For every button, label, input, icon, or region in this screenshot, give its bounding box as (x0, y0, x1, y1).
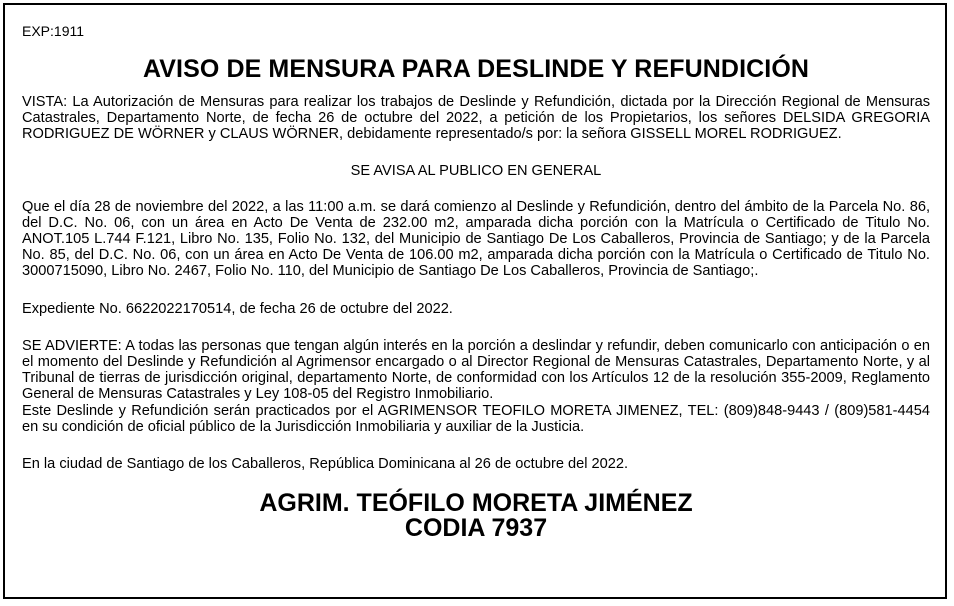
public-notice-heading: SE AVISA AL PUBLICO EN GENERAL (350, 162, 602, 179)
file-number: EXP:1911 (22, 23, 85, 39)
surveyor-paragraph: Este Deslinde y Refundición serán practicados por el AGRIMENSOR TEOFILO MORETA JIMENEZ, TEL: (809)848-9443 / (809)581-4454 en su condición de oficial público de la Jurisdicción Inmobiliaria y auxiliar de la Justicia. (22, 402, 930, 435)
vista-paragraph: VISTA: La Autorización de Mensuras para realizar los trabajos de Deslinde y Refundición, dictada por la Dirección Regional de Mensuras Catastrales, Departamento Norte, de fecha 26 de octubre del 2022, a petición de los Propietarios, los señores DELSIDA GREGORIA RODRIGUEZ DE WÖRNER y CLAUS WÖRNER, debidamente representado/s por: la señora GISSELL MOREL RODRIGUEZ. (22, 94, 930, 143)
city-date-paragraph: En la ciudad de Santiago de los Caballeros, República Dominicana al 26 de octubre del 2022. (22, 456, 629, 473)
notice-title: AVISO DE MENSURA PARA DESLINDE Y REFUNDICIÓN (142, 55, 810, 83)
legal-notice-box (3, 3, 947, 599)
codia-number: CODIA 7937 (404, 514, 548, 543)
survey-details-paragraph: Que el día 28 de noviembre del 2022, a las 11:00 a.m. se dará comienzo al Deslinde y Refundición, dentro del ámbito de la Parcela No. 86, del D.C. No. 06, con un área en Acto De Venta de 232.00 m2, amparada dicha porción con la Matrícula o Certificado de Titulo No. ANOT.105 L.744 F.121, Libro No. 135, Folio No. 132, del Municipio de Santiago De Los Caballeros, Provincia de Santiago; y de la Parcela No. 85, del D.C. No. 06, con un área en Acto De Venta de 106.00 m2, amparada dicha porción con la Matrícula o Certificado de Titulo No. 3000715090, Libro No. 2467, Folio No. 110, del Municipio de Santiago De Los Caballeros, Provincia de Santiago;. (22, 198, 930, 280)
file-record-paragraph: Expediente No. 6622022170514, de fecha 26 de octubre del 2022. (22, 300, 453, 317)
notice-content (22, 23, 930, 541)
signature-block (22, 491, 930, 541)
surveyor-name: AGRIM. TEÓFILO MORETA JIMÉNEZ (259, 489, 693, 518)
warning-paragraph: SE ADVIERTE: A todas las personas que tengan algún interés en la porción a deslindar y refundir, deben comunicarlo con anticipación o en el momento del Deslinde y Refundición al Agrimensor encargado o al Director Regional de Mensuras Catastrales, Departamento Norte, y al Tribunal de tierras de jurisdicción original, departamento Norte, de conformidad con los Artículos 12 de la resolución 355-2009, Reglamento General de Mensuras Catastrales y Ley 108-05 del Registro Inmobiliario. (22, 337, 930, 403)
